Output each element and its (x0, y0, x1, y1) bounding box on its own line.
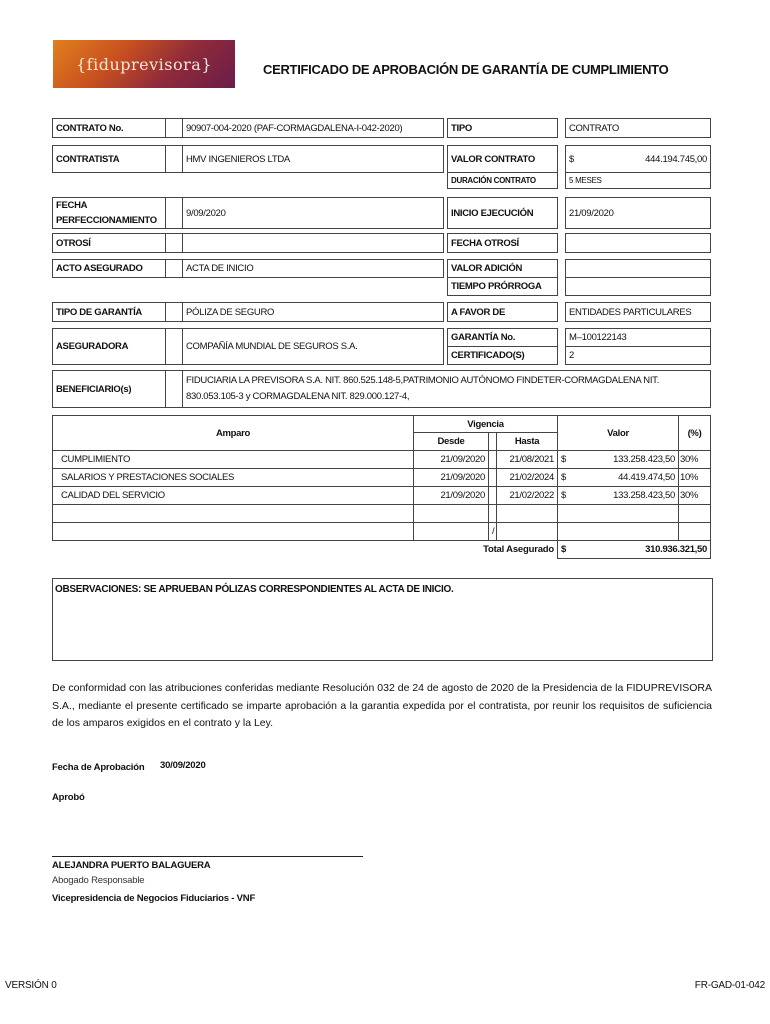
valor-contrato-label: VALOR CONTRATO (447, 145, 558, 173)
fecha-aprobacion-value: 30/09/2020 (160, 760, 206, 771)
tipo-value: CONTRATO (565, 118, 711, 138)
currency: $ (561, 544, 566, 555)
approval-paragraph: De conformidad con las atribuciones conferidas mediante Resolución 032 de 24 de agosto de 2020 de la Presidencia de la FIDUPREVISORA S.A., mediante el presente certificado se imparte aprobación a la garantia expedida por el contratista, por reunir los requisitos de suficiencia de los amparos exigidos en el contrato y la Ley. (52, 682, 712, 729)
hasta-cell: 21/02/2022 (496, 486, 558, 505)
valor-value: 133.258.423,50 (613, 454, 675, 465)
beneficiario-value (182, 370, 711, 408)
valor-contrato-cell (565, 145, 711, 173)
contrato-no-value: 90907-004-2020 (PAF-CORMAGDALENA-I-042-2020) (182, 118, 444, 138)
page-title: CERTIFICADO DE APROBACIÓN DE GARANTÍA DE CUMPLIMIENTO (263, 62, 669, 77)
certificados-value: 2 (565, 346, 711, 365)
valor-value: 133.258.423,50 (613, 490, 675, 501)
empty-cell (52, 504, 414, 523)
aseguradora-value: COMPAÑÍA MUNDIAL DE SEGUROS S.A. (182, 328, 444, 365)
hasta-cell: 21/08/2021 (496, 450, 558, 469)
duracion-value: 5 MESES (565, 172, 711, 189)
empty-cell (496, 504, 558, 523)
empty-cell (557, 504, 679, 523)
pct-cell: 10% (678, 468, 711, 487)
spacer-cell (165, 233, 183, 253)
tiempo-prorroga-label: TIEMPO PRÓRROGA (447, 277, 558, 296)
fecha-otrosi-value (565, 233, 711, 253)
desde-header: Desde (413, 432, 489, 451)
valor-adicion-value (565, 259, 711, 278)
pct-cell: 30% (678, 450, 711, 469)
vigencia-header: Vigencia (413, 415, 558, 433)
inicio-ejecucion-value: 21/09/2020 (565, 197, 711, 229)
spacer-cell (165, 302, 183, 322)
valor-contrato-value: 444.194.745,00 (645, 153, 707, 165)
label-line: PERFECCIONAMIENTO (56, 215, 157, 226)
observaciones-text: OBSERVACIONES: SE APRUEBAN PÓLIZAS CORRESPONDIENTES AL ACTA DE INICIO. (55, 584, 454, 595)
duracion-label: DURACIÓN CONTRATO (447, 172, 558, 189)
total-cell (557, 540, 711, 559)
spacer-cell (165, 259, 183, 278)
valor-adicion-label: VALOR ADICIÓN (447, 259, 558, 278)
desde-cell: 21/09/2020 (413, 468, 489, 487)
aseguradora-label: ASEGURADORA (52, 328, 166, 365)
desde-cell: 21/09/2020 (413, 450, 489, 469)
contratista-value: HMV INGENIEROS LTDA (182, 145, 444, 173)
amparo-cell: SALARIOS Y PRESTACIONES SOCIALES (52, 468, 414, 487)
garantia-no-value: M–100122143 (565, 328, 711, 347)
garantia-no-label: GARANTÍA No. (447, 328, 558, 347)
acto-asegurado-label: ACTO ASEGURADO (52, 259, 166, 278)
spacer-cell (165, 370, 183, 408)
spacer-cell (165, 118, 183, 138)
hasta-cell: 21/02/2024 (496, 468, 558, 487)
empty-cell (413, 522, 489, 541)
signer-name: ALEJANDRA PUERTO BALAGUERA (52, 860, 211, 871)
total-value: 310.936.321,50 (645, 544, 707, 555)
logo-text: {fiduprevisora} (76, 54, 212, 74)
otrosi-value (182, 233, 444, 253)
empty-cell (557, 522, 679, 541)
acto-asegurado-value: ACTA DE INICIO (182, 259, 444, 278)
a-favor-value: ENTIDADES PARTICULARES (565, 302, 711, 322)
valor-cell (557, 486, 679, 505)
total-label: Total Asegurado (483, 544, 554, 555)
currency: $ (561, 490, 566, 501)
empty-cell (496, 522, 558, 541)
version-label: VERSIÓN 0 (5, 980, 57, 991)
fecha-aprobacion-label: Fecha de Aprobación (52, 762, 145, 773)
beneficiario-line: FIDUCIARIA LA PREVISORA S.A. NIT. 860.525.148-5,PATRIMONIO AUTÓNOMO FINDETER-CORMAGDALENA NIT. (186, 375, 659, 386)
observaciones-box (52, 578, 713, 661)
signer-role: Abogado Responsable (52, 875, 145, 886)
amparo-header: Amparo (52, 415, 414, 451)
desde-cell: 21/09/2020 (413, 486, 489, 505)
empty-cell (413, 504, 489, 523)
currency: $ (561, 472, 566, 483)
valor-cell (557, 468, 679, 487)
valor-value: 44.419.474,50 (618, 472, 675, 483)
empty-cell (678, 522, 711, 541)
a-favor-label: A FAVOR DE (447, 302, 558, 322)
inicio-ejecucion-label: INICIO EJECUCIÓN (447, 197, 558, 229)
currency: $ (569, 153, 574, 165)
fiduprevisora-logo (53, 40, 235, 88)
amparo-cell: CUMPLIMIENTO (52, 450, 414, 469)
pct-cell: 30% (678, 486, 711, 505)
aprobo-label: Aprobó (52, 792, 85, 803)
form-code: FR-GAD-01-042 (694, 980, 765, 991)
signer-dept: Vicepresidencia de Negocios Fiduciarios - VNF (52, 893, 256, 904)
tipo-garantia-label: TIPO DE GARANTÍA (52, 302, 166, 322)
certificados-label: CERTIFICADO(S) (447, 346, 558, 365)
tipo-garantia-value: PÓLIZA DE SEGURO (182, 302, 444, 322)
fecha-otrosi-label: FECHA OTROSÍ (447, 233, 558, 253)
contratista-label: CONTRATISTA (52, 145, 166, 173)
valor-cell (557, 450, 679, 469)
label-line: FECHA (56, 200, 88, 211)
slash-mark: / (488, 522, 497, 541)
pct-header: (%) (678, 415, 711, 451)
tiempo-prorroga-value (565, 277, 711, 296)
hasta-header: Hasta (496, 432, 558, 451)
contrato-no-label: CONTRATO No. (52, 118, 166, 138)
spacer-cell (165, 328, 183, 365)
fecha-perfeccionamiento-label (52, 197, 166, 229)
beneficiario-line: 830.053.105-3 y CORMAGDALENA NIT. 829.000.127-4, (186, 391, 410, 402)
spacer-cell (165, 145, 183, 173)
signature-line (52, 856, 363, 857)
spacer-cell (165, 197, 183, 229)
tipo-label: TIPO (447, 118, 558, 138)
otrosi-label: OTROSÍ (52, 233, 166, 253)
empty-cell (52, 522, 414, 541)
currency: $ (561, 454, 566, 465)
valor-header: Valor (557, 415, 679, 451)
amparo-cell: CALIDAD DEL SERVICIO (52, 486, 414, 505)
fecha-perfeccionamiento-value: 9/09/2020 (182, 197, 444, 229)
empty-cell (678, 504, 711, 523)
beneficiario-label: BENEFICIARIO(s) (52, 370, 166, 408)
